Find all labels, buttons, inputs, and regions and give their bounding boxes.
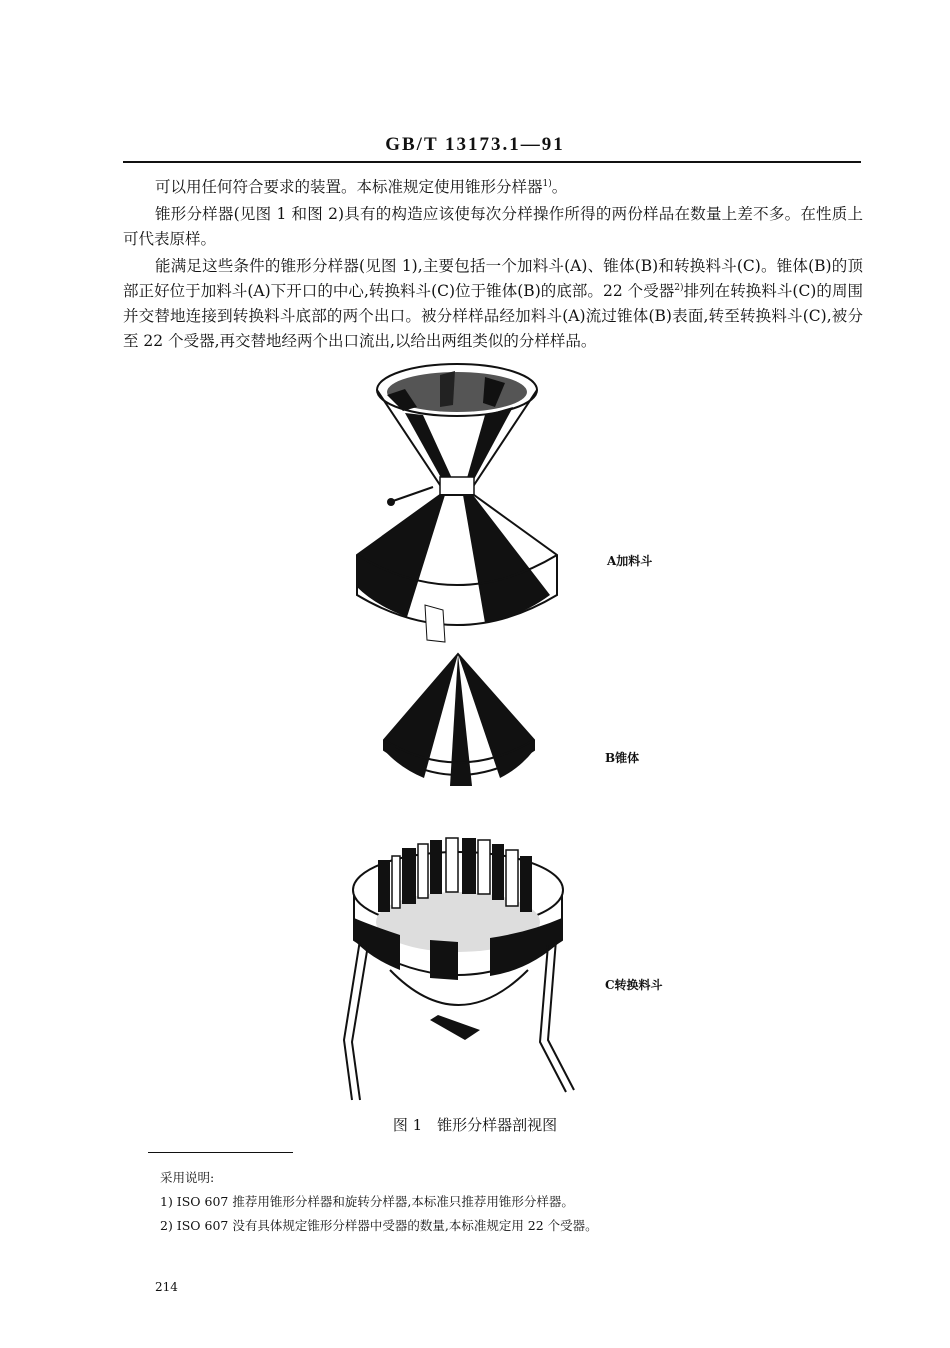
header-rule [123,161,861,163]
paragraph-3-text: 能满足这些条件的锥形分样器(见图 1),主要包括一个加料斗(A)、锥体(B)和转换料斗(C)。锥体(B)的顶部正好位于加料斗(A)下开口的中心,转换料斗(C)位于锥体(B)的底部。22 个受器 [123,257,863,300]
rotating-hopper-illustration [330,820,590,1105]
paragraph-2-text: 锥形分样器(见图 1 和图 2)具有的构造应该使每次分样操作所得的两份样品在数量上差不多。在性质上可代表原样。 [123,205,863,248]
paragraph-1 [123,175,863,200]
label-rotating-hopper-c: C转换料斗 [605,978,663,992]
paragraph-2 [123,202,863,252]
footnote-ref-2: 2) [674,282,684,293]
figure-caption: 图 1 锥形分样器剖视图 [392,1116,558,1134]
hopper-illustration [345,355,570,645]
footnote-2: 2) ISO 607 没有具体规定锥形分样器中受器的数量,本标准规定用 22 个受器。 [160,1218,598,1233]
standard-header: GB/T 13173.1—91 [385,134,565,155]
paragraph-3-end: 排列在转换料斗(C)的周围并交替地连接到转换料斗底部的两个出口。被分样样品经加料斗(A)流过锥体(B)表面,转至转换料斗(C),被分至 22 个受器,再交替地经两个出口流出,以给出两组类似的分样样品。 [123,282,863,350]
cone-illustration [380,650,540,792]
footnote-ref-1: 1) [542,178,552,189]
footnote-rule [148,1152,293,1153]
label-hopper-a: A加料斗 [607,554,653,568]
page-number: 214 [155,1280,178,1294]
footnotes [160,1166,860,1238]
footnotes-heading: 采用说明: [160,1170,215,1185]
paragraph-3 [123,254,863,354]
footnote-1: 1) ISO 607 推荐用锥形分样器和旋转分样器,本标准只推荐用锥形分样器。 [160,1194,574,1209]
paragraph-1-end: 。 [551,178,568,196]
label-cone-b: B锥体 [605,751,640,765]
paragraph-1-text: 可以用任何符合要求的装置。本标准规定使用锥形分样器 [155,178,543,196]
body-text [123,175,863,354]
